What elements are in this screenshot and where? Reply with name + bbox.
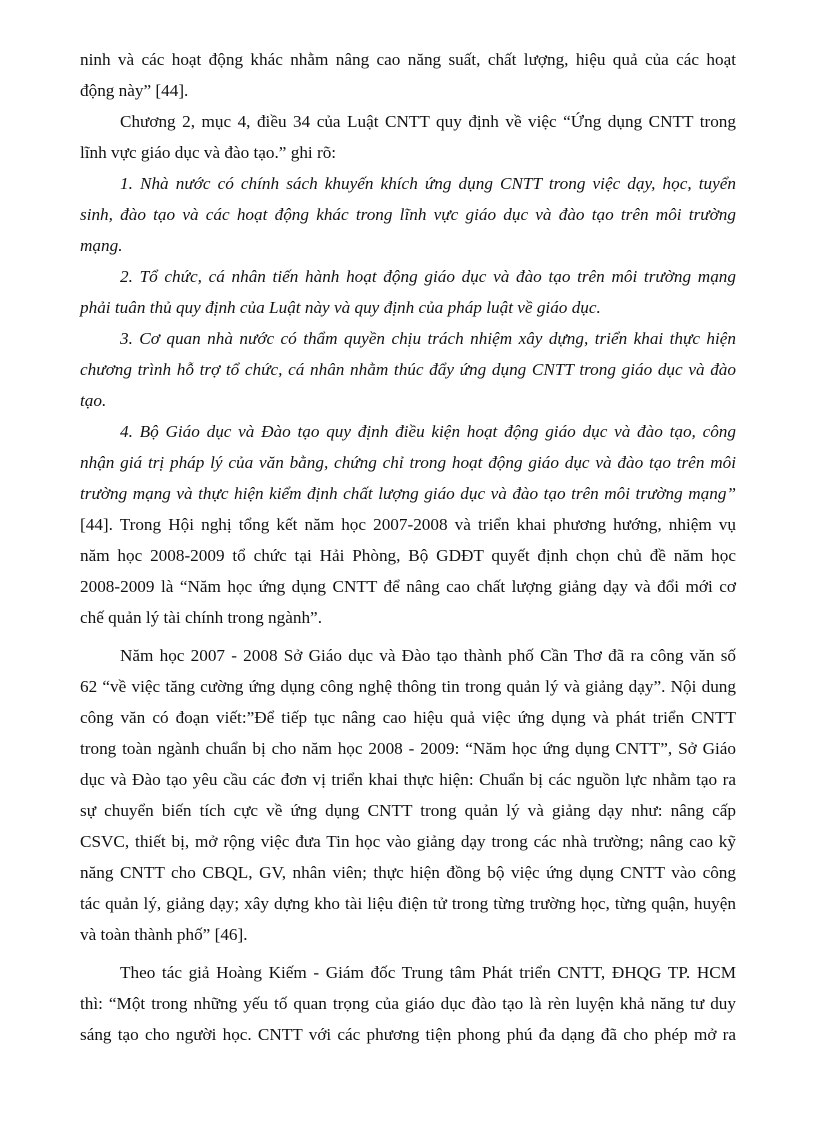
text-line: sáng tạo cho người học. CNTT với các phương tiện phong phú đa dạng đã cho phép mở ra — [80, 1025, 736, 1044]
text-line: chế quản lý tài chính trong ngành”. — [80, 608, 322, 627]
text-line: nhận giá trị pháp lý của văn bằng, chứng chỉ trong hoạt động giáo dục và đào tạo trên môi — [80, 453, 736, 472]
quote-item-2 — [80, 261, 736, 323]
quote-item-3 — [80, 323, 736, 416]
text-line: công văn có đoạn viết:”Để tiếp tục nâng cao hiệu quả việc ứng dụng và phát triển CNTT — [80, 708, 736, 727]
text-line: phải tuân thủ quy định của Luật này và quy định của pháp luật về giáo dục. — [80, 298, 601, 317]
text-line: lĩnh vực giáo dục và đào tạo.” ghi rõ: — [80, 143, 337, 162]
text-line: trong toàn ngành chuẩn bị cho năm học 2008 - 2009: “Năm học ứng dụng CNTT”, Sở Giáo — [80, 739, 736, 758]
text-line: ninh và các hoạt động khác nhằm nâng cao năng suất, chất lượng, hiệu quả của các hoạt — [80, 50, 736, 69]
text-line: tác quản lý, giảng dạy; xây dựng kho tài liệu điện tử trong từng trường học, từng quận, huyện — [80, 894, 736, 913]
text-line: Theo tác giả Hoàng Kiếm - Giám đốc Trung tâm Phát triển CNTT, ĐHQG TP. HCM — [120, 963, 736, 982]
paragraph-continuation — [80, 44, 736, 106]
paragraph-conference — [80, 509, 736, 633]
paragraph-can-tho — [80, 640, 736, 950]
paragraph-hoang-kiem — [80, 957, 736, 1050]
text-line: sự chuyển biến tích cực về ứng dụng CNTT trong quản lý và giảng dạy như: nâng cấp — [80, 801, 736, 820]
text-line: Chương 2, mục 4, điều 34 của Luật CNTT quy định về việc “Ứng dụng CNTT trong — [120, 112, 736, 131]
text-line: thì: “Một trong những yếu tố quan trọng của giáo dục đào tạo là rèn luyện khả năng tư duy — [80, 994, 736, 1013]
text-line: 1. Nhà nước có chính sách khuyến khích ứng dụng CNTT trong việc dạy, học, tuyển — [120, 174, 736, 193]
text-line: 2. Tổ chức, cá nhân tiến hành hoạt động giáo dục và đào tạo trên môi trường mạng — [120, 267, 736, 286]
paragraph-law-intro — [80, 106, 736, 168]
text-line: trường mạng và thực hiện kiểm định chất lượng giáo dục và đào tạo trên môi trường mạng” — [80, 484, 736, 503]
text-line: động này” [44]. — [80, 81, 189, 100]
text-line: [44]. Trong Hội nghị tổng kết năm học 2007-2008 và triển khai phương hướng, nhiệm vụ — [80, 515, 736, 534]
text-line: 2008-2009 là “Năm học ứng dụng CNTT để nâng cao chất lượng giảng dạy và đổi mới cơ — [80, 577, 736, 596]
quote-item-4 — [80, 416, 736, 509]
text-line: dục và Đào tạo yêu cầu các đơn vị triển khai thực hiện: Chuẩn bị các nguồn lực nhằm tạo ra — [80, 770, 736, 789]
text-line: tạo. — [80, 391, 107, 410]
text-line: năng CNTT cho CBQL, GV, nhân viên; thực hiện đồng bộ việc ứng dụng CNTT vào công — [80, 863, 736, 882]
text-line: chương trình hỗ trợ tổ chức, cá nhân nhằm thúc đẩy ứng dụng CNTT trong giáo dục và đào — [80, 360, 736, 379]
text-line: Năm học 2007 - 2008 Sở Giáo dục và Đào tạo thành phố Cần Thơ đã ra công văn số — [120, 646, 736, 665]
text-line: CSVC, thiết bị, mở rộng việc đưa Tin học vào giảng dạy trong các nhà trường; nâng cao kỹ — [80, 832, 736, 851]
text-line: mạng. — [80, 236, 123, 255]
text-line: và toàn thành phố” [46]. — [80, 925, 248, 944]
quote-item-1 — [80, 168, 736, 261]
text-line: năm học 2008-2009 tổ chức tại Hải Phòng, Bộ GDĐT quyết định chọn chủ đề năm học — [80, 546, 736, 565]
text-line: sinh, đào tạo và các hoạt động khác trong lĩnh vực giáo dục và đào tạo trên môi trường — [80, 205, 736, 224]
text-line: 62 “về việc tăng cường ứng dụng công nghệ thông tin trong quản lý và giảng dạy”. Nội dung — [80, 677, 736, 696]
text-line: 4. Bộ Giáo dục và Đào tạo quy định điều kiện hoạt động giáo dục và đào tạo, công — [120, 422, 736, 441]
document-page — [80, 44, 736, 1050]
text-line: 3. Cơ quan nhà nước có thẩm quyền chịu trách nhiệm xây dựng, triển khai thực hiện — [120, 329, 736, 348]
